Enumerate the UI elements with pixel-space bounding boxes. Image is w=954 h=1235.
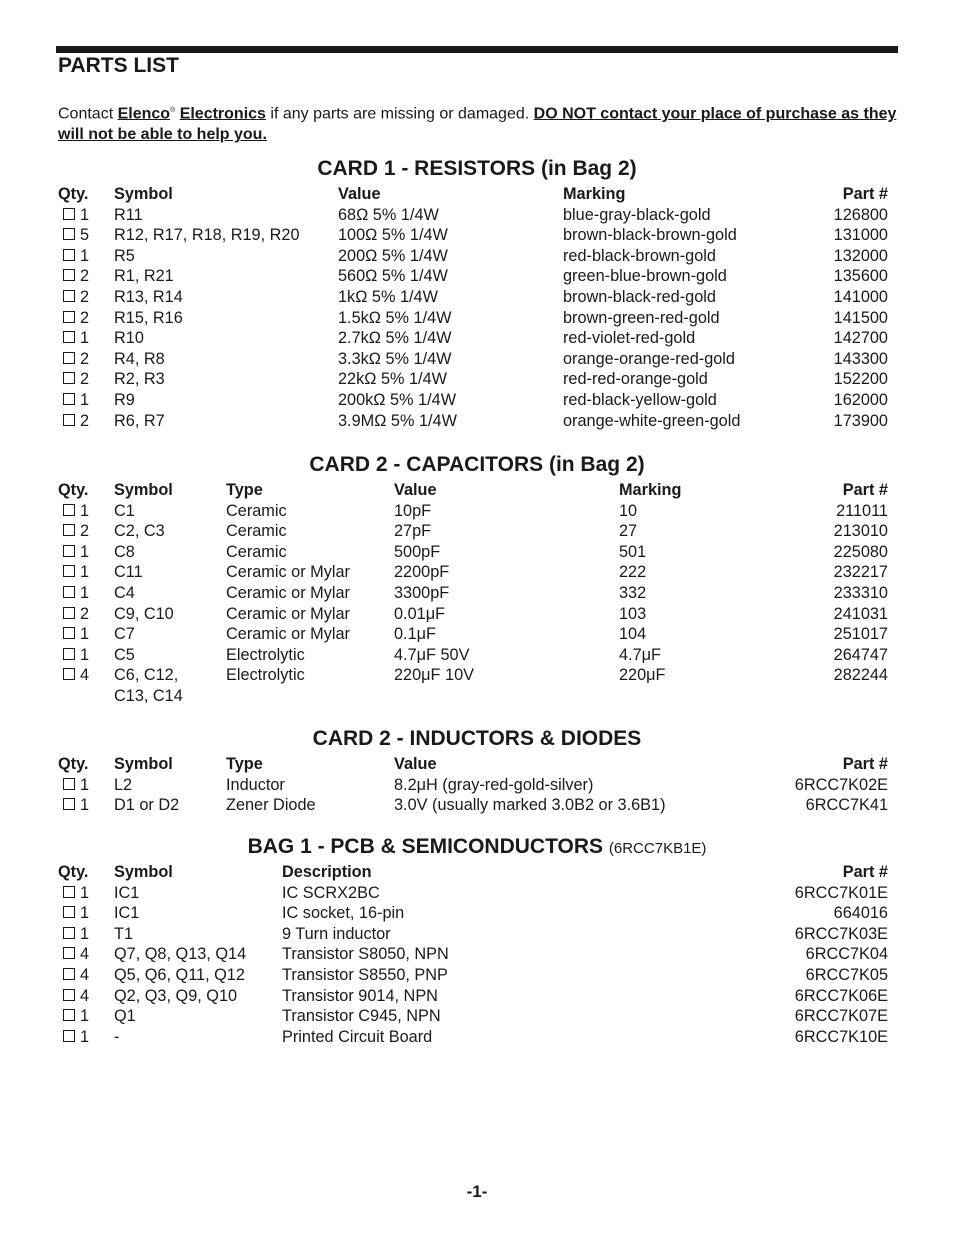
- cell-qty: 1: [58, 775, 114, 796]
- cell-desc: Printed Circuit Board: [282, 1027, 433, 1046]
- cell-value: 560Ω 5% 1/4W: [338, 267, 448, 286]
- cell-symbol: T1: [114, 924, 134, 943]
- cell-desc: Transistor S8050, NPN: [282, 945, 449, 964]
- cell-symbol: C8: [114, 542, 135, 561]
- cell-part: 6RCC7K02E: [794, 775, 888, 794]
- cell-part: 213010: [833, 522, 888, 541]
- cell-type: Ceramic or Mylar: [226, 604, 350, 623]
- col-part: Part #: [842, 185, 888, 204]
- table-row: [58, 390, 888, 411]
- cell-part: 132000: [833, 246, 888, 265]
- cell-symbol: C7: [114, 625, 135, 644]
- cell-qty: 1: [58, 205, 114, 226]
- checkbox-icon: [63, 249, 75, 261]
- col-qty: Qty.: [58, 481, 89, 500]
- col-type: Type: [226, 481, 263, 500]
- cell-symbol: R12, R17, R18, R19, R20: [114, 226, 300, 245]
- cell-symbol: C5: [114, 645, 135, 664]
- col-qty: Qty.: [58, 185, 89, 204]
- cell-qty: 1: [58, 903, 114, 924]
- resistors-table: [58, 184, 888, 431]
- checkbox-icon: [63, 565, 75, 577]
- cell-part: 251017: [833, 625, 888, 644]
- cell-qty: 2: [58, 369, 114, 390]
- cell-symbol: R9: [114, 390, 135, 409]
- cell-qty: 4: [58, 986, 114, 1007]
- cell-part: 142700: [833, 329, 888, 348]
- cell-part: 241031: [833, 604, 888, 623]
- checkbox-icon: [63, 947, 75, 959]
- cell-value: 200kΩ 5% 1/4W: [338, 390, 457, 409]
- table-header: [58, 754, 888, 775]
- cell-qty: 1: [58, 246, 114, 267]
- cell-value: 3.3kΩ 5% 1/4W: [338, 349, 452, 368]
- registered-mark: ®: [170, 107, 176, 114]
- cell-qty: 5: [58, 225, 114, 246]
- semiconductors-table: [58, 862, 888, 1047]
- cell-type: Ceramic or Mylar: [226, 563, 350, 582]
- cell-symbol: -: [114, 1027, 120, 1046]
- cell-value: 220μF 10V: [394, 666, 474, 685]
- cell-qty: 2: [58, 521, 114, 542]
- inductors-diodes-table: [58, 754, 888, 816]
- col-value: Value: [394, 755, 437, 774]
- warning-text: DO NOT contact your place of purchase as they will not be able to help you.: [58, 105, 897, 144]
- cell-value: 3300pF: [394, 583, 450, 602]
- cell-marking: green-blue-brown-gold: [563, 267, 727, 286]
- checkbox-icon: [63, 331, 75, 343]
- cell-qty: 4: [58, 944, 114, 965]
- table-row: [58, 225, 888, 246]
- cell-desc: IC socket, 16-pin: [282, 904, 405, 923]
- table-header: [58, 480, 888, 501]
- cell-qty: 2: [58, 349, 114, 370]
- card2b-title: CARD 2 - INDUCTORS & DIODES: [312, 727, 642, 750]
- bag1-title: BAG 1 - PCB & SEMICONDUCTORS (6RCC7KB1E): [247, 835, 707, 858]
- cell-part: 233310: [833, 583, 888, 602]
- cell-part: 152200: [833, 370, 888, 389]
- table-row: [58, 883, 888, 904]
- cell-marking: 4.7μF: [619, 645, 661, 664]
- cell-value: 8.2μH (gray-red-gold-silver): [394, 775, 594, 794]
- checkbox-icon: [63, 778, 75, 790]
- cell-value: 0.1μF: [394, 625, 436, 644]
- cell-value: 500pF: [394, 542, 441, 561]
- cell-part: 6RCC7K03E: [794, 924, 888, 943]
- cell-value: 27pF: [394, 522, 432, 541]
- cell-marking: red-red-orange-gold: [563, 370, 708, 389]
- cell-marking: 332: [619, 583, 647, 602]
- cell-part: 6RCC7K06E: [794, 986, 888, 1005]
- cell-marking: red-violet-red-gold: [563, 329, 696, 348]
- cell-symbol: R6, R7: [114, 411, 165, 430]
- col-part: Part #: [842, 755, 888, 774]
- cell-marking: blue-gray-black-gold: [563, 205, 711, 224]
- cell-marking: 27: [619, 522, 638, 541]
- cell-symbol: Q2, Q3, Q9, Q10: [114, 986, 238, 1005]
- table-row: [58, 411, 888, 432]
- cell-qty: 1: [58, 1027, 114, 1048]
- cell-qty: 1: [58, 562, 114, 583]
- cell-symbol: Q7, Q8, Q13, Q14: [114, 945, 247, 964]
- table-row: [58, 986, 888, 1007]
- cell-marking: red-black-brown-gold: [563, 246, 716, 265]
- cell-part: 143300: [833, 349, 888, 368]
- cell-qty: 1: [58, 645, 114, 666]
- cell-qty: 1: [58, 795, 114, 816]
- cell-part: 232217: [833, 563, 888, 582]
- cell-qty: 1: [58, 583, 114, 604]
- cell-qty: 1: [58, 390, 114, 411]
- cell-desc: IC SCRX2BC: [282, 883, 380, 902]
- cell-symbol: IC1: [114, 883, 140, 902]
- checkbox-icon: [63, 1030, 75, 1042]
- checkbox-icon: [63, 228, 75, 240]
- cell-type: Ceramic or Mylar: [226, 583, 350, 602]
- table-row: [58, 944, 888, 965]
- table-row: [58, 521, 888, 542]
- col-marking: Marking: [619, 481, 682, 500]
- bag1-subtitle: (6RCC7KB1E): [608, 840, 707, 857]
- cell-marking: brown-green-red-gold: [563, 308, 720, 327]
- checkbox-icon: [63, 798, 75, 810]
- table-row: [58, 795, 888, 816]
- cell-qty: 4: [58, 965, 114, 986]
- col-value: Value: [394, 481, 437, 500]
- col-symbol: Symbol: [114, 755, 173, 774]
- table-row: [58, 1006, 888, 1027]
- page-title: PARTS LIST: [58, 54, 179, 77]
- checkbox-icon: [63, 927, 75, 939]
- cell-part: 225080: [833, 542, 888, 561]
- cell-symbol: R2, R3: [114, 370, 165, 389]
- cell-part: 211011: [836, 501, 888, 520]
- cell-value: 10pF: [394, 501, 432, 520]
- checkbox-icon: [63, 208, 75, 220]
- checkbox-icon: [63, 545, 75, 557]
- cell-symbol: C11: [114, 563, 143, 582]
- cell-marking: 501: [619, 542, 647, 561]
- cell-value: 2200pF: [394, 563, 450, 582]
- cell-part: 6RCC7K01E: [794, 883, 888, 902]
- cell-symbol: C1: [114, 501, 135, 520]
- cell-type: Electrolytic: [226, 666, 305, 685]
- cell-qty: 2: [58, 411, 114, 432]
- cell-part: 6RCC7K10E: [794, 1027, 888, 1046]
- cell-qty: 1: [58, 624, 114, 645]
- card2-title: CARD 2 - CAPACITORS (in Bag 2): [309, 453, 645, 476]
- cell-symbol: D1 or D2: [114, 796, 180, 815]
- cell-value: 4.7μF 50V: [394, 645, 470, 664]
- cell-symbol: R5: [114, 246, 135, 265]
- cell-marking: brown-black-red-gold: [563, 287, 716, 306]
- table-row: [58, 1027, 888, 1048]
- cell-part: 664016: [833, 904, 888, 923]
- checkbox-icon: [63, 269, 75, 281]
- cell-type: Inductor: [226, 775, 285, 794]
- cell-marking: 222: [619, 563, 647, 582]
- table-row: [58, 965, 888, 986]
- brand-name-2: Electronics: [179, 105, 266, 123]
- col-symbol: Symbol: [114, 863, 173, 882]
- cell-value: 1.5kΩ 5% 1/4W: [338, 308, 452, 327]
- checkbox-icon: [63, 524, 75, 536]
- checkbox-icon: [63, 968, 75, 980]
- checkbox-icon: [63, 648, 75, 660]
- checkbox-icon: [63, 504, 75, 516]
- cell-qty: 1: [58, 924, 114, 945]
- checkbox-icon: [63, 668, 75, 680]
- cell-symbol: C2, C3: [114, 522, 165, 541]
- checkbox-icon: [63, 1009, 75, 1021]
- cell-symbol: Q5, Q6, Q11, Q12: [114, 965, 245, 984]
- cell-symbol: C6, C12, C13, C14: [114, 666, 183, 705]
- cell-part: 126800: [833, 205, 888, 224]
- table-row: [58, 562, 888, 583]
- page-number: -1-: [466, 1182, 488, 1201]
- contact-notice: Contact Elenco® Electronics if any parts are missing or damaged. DO NOT contact your place of purchase as they will not be able to help you.: [58, 105, 897, 144]
- cell-qty: 1: [58, 1006, 114, 1027]
- table-row: [58, 924, 888, 945]
- cell-part: 131000: [833, 226, 888, 245]
- checkbox-icon: [63, 352, 75, 364]
- col-part: Part #: [842, 481, 888, 500]
- cell-part: 6RCC7K41: [805, 796, 888, 815]
- cell-qty: 2: [58, 266, 114, 287]
- cell-qty: 2: [58, 308, 114, 329]
- cell-marking: 103: [619, 604, 647, 623]
- cell-desc: Transistor C945, NPN: [282, 1007, 441, 1026]
- cell-symbol: C4: [114, 583, 135, 602]
- cell-part: 6RCC7K04: [805, 945, 888, 964]
- cell-qty: 1: [58, 883, 114, 904]
- checkbox-icon: [63, 393, 75, 405]
- cell-value: 3.0V (usually marked 3.0B2 or 3.6B1): [394, 796, 666, 815]
- cell-symbol: R13, R14: [114, 287, 183, 306]
- col-type: Type: [226, 755, 263, 774]
- checkbox-icon: [63, 989, 75, 1001]
- cell-symbol: R11: [114, 205, 143, 224]
- table-header: [58, 862, 888, 883]
- cell-desc: Transistor S8550, PNP: [282, 965, 448, 984]
- cell-type: Electrolytic: [226, 645, 305, 664]
- cell-marking: 220μF: [619, 666, 666, 685]
- table-header: [58, 184, 888, 205]
- cell-qty: 1: [58, 501, 114, 522]
- table-row: [58, 205, 888, 226]
- cell-part: 264747: [833, 645, 888, 664]
- col-symbol: Symbol: [114, 481, 173, 500]
- table-row: [58, 501, 888, 522]
- table-row: [58, 266, 888, 287]
- table-row: [58, 246, 888, 267]
- cell-qty: 1: [58, 328, 114, 349]
- col-value: Value: [338, 185, 381, 204]
- cell-part: 141000: [833, 287, 888, 306]
- cell-value: 3.9MΩ 5% 1/4W: [338, 411, 457, 430]
- col-qty: Qty.: [58, 755, 89, 774]
- col-part: Part #: [842, 863, 888, 882]
- cell-part: 173900: [833, 411, 888, 430]
- cell-type: Zener Diode: [226, 796, 316, 815]
- checkbox-icon: [63, 607, 75, 619]
- checkbox-icon: [63, 627, 75, 639]
- cell-marking: orange-orange-red-gold: [563, 349, 735, 368]
- checkbox-icon: [63, 886, 75, 898]
- cell-type: Ceramic: [226, 501, 287, 520]
- checkbox-icon: [63, 414, 75, 426]
- col-qty: Qty.: [58, 863, 89, 882]
- cell-value: 1kΩ 5% 1/4W: [338, 287, 438, 306]
- cell-type: Ceramic: [226, 522, 287, 541]
- checkbox-icon: [63, 906, 75, 918]
- cell-marking: brown-black-brown-gold: [563, 226, 737, 245]
- table-row: [58, 369, 888, 390]
- cell-symbol: IC1: [114, 904, 140, 923]
- capacitors-table: [58, 480, 888, 707]
- cell-part: 162000: [833, 390, 888, 409]
- cell-value: 22kΩ 5% 1/4W: [338, 370, 448, 389]
- col-description: Description: [282, 863, 372, 882]
- cell-marking: 10: [619, 501, 638, 520]
- cell-value: 2.7kΩ 5% 1/4W: [338, 329, 452, 348]
- cell-symbol: R10: [114, 329, 144, 348]
- table-row: [58, 624, 888, 645]
- cell-symbol: R1, R21: [114, 267, 174, 286]
- cell-marking: 104: [619, 625, 647, 644]
- table-row: [58, 665, 888, 706]
- brand-name: Elenco: [117, 105, 171, 123]
- cell-symbol: C9, C10: [114, 604, 174, 623]
- cell-symbol: L2: [114, 775, 133, 794]
- cell-part: 6RCC7K07E: [794, 1007, 888, 1026]
- cell-type: Ceramic or Mylar: [226, 625, 350, 644]
- cell-qty: 2: [58, 287, 114, 308]
- cell-symbol: R15, R16: [114, 308, 183, 327]
- cell-desc: 9 Turn inductor: [282, 924, 391, 943]
- table-row: [58, 308, 888, 329]
- cell-symbol: Q1: [114, 1007, 136, 1026]
- table-row: [58, 645, 888, 666]
- cell-value: 200Ω 5% 1/4W: [338, 246, 448, 265]
- card1-title: CARD 1 - RESISTORS (in Bag 2): [317, 157, 637, 180]
- cell-part: 141500: [833, 308, 888, 327]
- cell-value: 100Ω 5% 1/4W: [338, 226, 448, 245]
- cell-desc: Transistor 9014, NPN: [282, 986, 438, 1005]
- cell-part: 282244: [833, 666, 888, 685]
- checkbox-icon: [63, 586, 75, 598]
- table-row: [58, 775, 888, 796]
- table-row: [58, 349, 888, 370]
- cell-part: 135600: [833, 267, 888, 286]
- cell-type: Ceramic: [226, 542, 287, 561]
- top-rule: [56, 46, 898, 53]
- cell-qty: 4: [58, 665, 114, 706]
- cell-marking: orange-white-green-gold: [563, 411, 741, 430]
- col-symbol: Symbol: [114, 185, 173, 204]
- cell-qty: 1: [58, 542, 114, 563]
- table-row: [58, 542, 888, 563]
- table-row: [58, 903, 888, 924]
- table-row: [58, 328, 888, 349]
- checkbox-icon: [63, 290, 75, 302]
- checkbox-icon: [63, 372, 75, 384]
- table-row: [58, 604, 888, 625]
- checkbox-icon: [63, 311, 75, 323]
- cell-symbol: R4, R8: [114, 349, 165, 368]
- cell-part: 6RCC7K05: [805, 965, 888, 984]
- cell-marking: red-black-yellow-gold: [563, 390, 717, 409]
- table-row: [58, 287, 888, 308]
- cell-value: 68Ω 5% 1/4W: [338, 205, 439, 224]
- table-row: [58, 583, 888, 604]
- cell-qty: 2: [58, 604, 114, 625]
- col-marking: Marking: [563, 185, 626, 204]
- cell-value: 0.01μF: [394, 604, 446, 623]
